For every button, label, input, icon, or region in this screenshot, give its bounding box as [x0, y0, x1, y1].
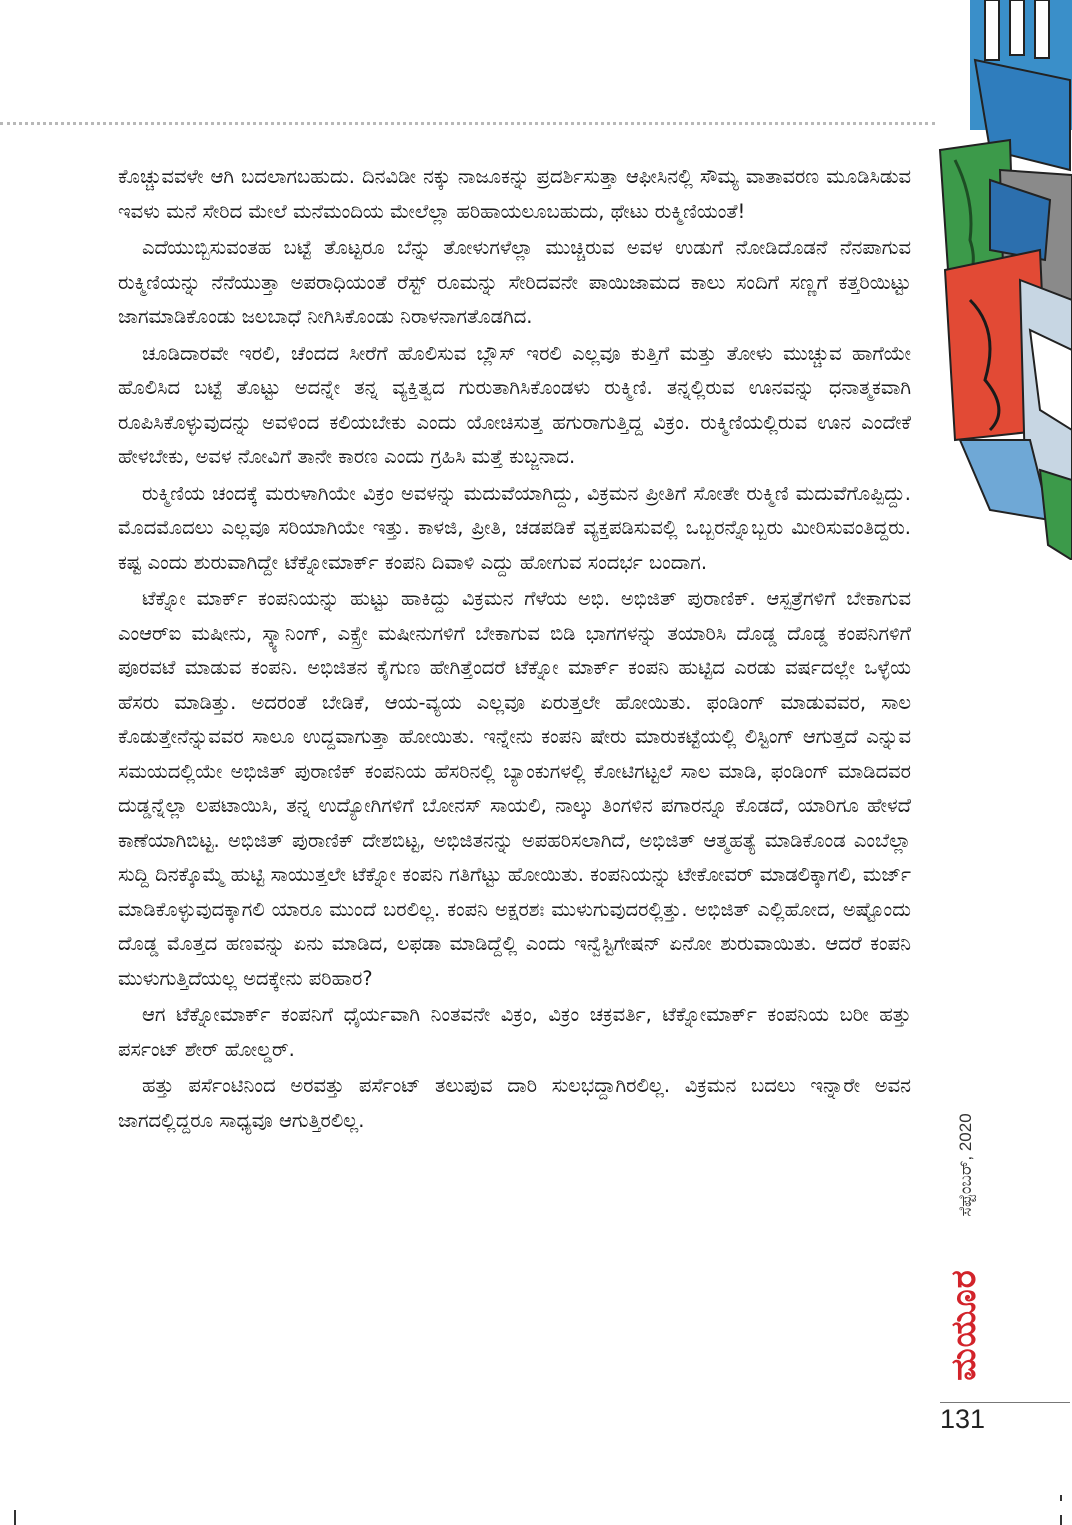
article-paragraph: ಹತ್ತು ಪರ್ಸೆಂಟಿನಿಂದ ಅರವತ್ತು ಪರ್ಸೆಂಟ್ ತಲುಪುವ ದಾರಿ ಸುಲಭದ್ದಾಗಿರಲಿಲ್ಲ. ವಿಕ್ರಮನ ಬದಲು ಇನ್ನಾರೇ ಅವನ ಜಾಗದಲ್ಲಿದ್ದರೂ ಸಾಧ್ಯವೂ ಆಗುತ್ತಿರಲಿಲ್ಲ.: [118, 1074, 911, 1132]
article-paragraph: ಟೆಕ್ನೋ ಮಾರ್ಕ್ ಕಂಪನಿಯನ್ನು ಹುಟ್ಟು ಹಾಕಿದ್ದು ವಿಕ್ರಮನ ಗೆಳೆಯ ಅಭಿ. ಅಭಿಜಿತ್ ಪುರಾಣಿಕ್. ಆಸ್ಪತ್ರೆಗಳಿಗೆ ಬೇಕಾಗುವ ಎಂಆರ್‌ಐ ಮಷೀನು, ಸ್ಕ್ಯಾನಿಂಗ್, ಎಕ್ಸ್ರೇ ಮಷೀನುಗಳಿಗೆ ಬೇಕಾಗುವ ಬಿಡಿ ಭಾಗಗಳನ್ನು ತಯಾರಿಸಿ ದೊಡ್ಡ ದೊಡ್ಡ ಕಂಪನಿಗಳಿಗೆ ಪೂರವಟೆ ಮಾಡುವ ಕಂಪನಿ. ಅಭಿಜಿತನ ಕೈಗುಣ ಹೇಗಿತ್ತೆಂದರೆ ಟೆಕ್ನೋ ಮಾರ್ಕ್ ಕಂಪನಿ ಹುಟ್ಟಿದ ಎರಡು ವರ್ಷದಲ್ಲೇ ಒಳ್ಳೆಯ ಹೆಸರು ಮಾಡಿತ್ತು. ಅದರಂತೆ ಬೇಡಿಕೆ, ಆಯ-ವ್ಯಯ ಎಲ್ಲವೂ ಏರುತ್ತಲೇ ಹೋಯಿತು. ಫಂಡಿಂಗ್ ಮಾಡುವವರ, ಸಾಲ ಕೊಡುತ್ತೇನೆನ್ನುವವರ ಸಾಲೂ ಉದ್ದವಾಗುತ್ತಾ ಹೋಯಿತು. ಇನ್ನೇನು ಕಂಪನಿ ಷೇರು ಮಾರುಕಟ್ಟೆಯಲ್ಲಿ ಲಿಸ್ಟಿಂಗ್ ಆಗುತ್ತದೆ ಎನ್ನುವ ಸಮಯದಲ್ಲಿಯೇ ಅಭಿಜಿತ್ ಪುರಾಣಿಕ್ ಕಂಪನಿಯ ಹೆಸರಿನಲ್ಲಿ ಬ್ಯಾಂಕುಗಳಲ್ಲಿ ಕೋಟಿಗಟ್ಟಲೆ ಸಾಲ ಮಾಡಿ, ಫಂಡಿಂಗ್ ಮಾಡಿದವರ ದುಡ್ಡನ್ನೆಲ್ಲಾ ಲಪಟಾಯಿಸಿ, ತನ್ನ ಉದ್ಯೋಗಿಗಳಿಗೆ ಬೋನಸ್ ಸಾಯಲಿ, ನಾಲ್ಕು ತಿಂಗಳಿನ ಪಗಾರನ್ನೂ ಕೊಡದೆ, ಯಾರಿಗೂ ಹೇಳದೆ ಕಾಣೆಯಾಗಿಬಿಟ್ಟ. ಅಭಿಜಿತ್ ಪುರಾಣಿಕ್ ದೇಶಬಿಟ್ಟ, ಅಭಿಜಿತನನ್ನು ಅಪಹರಿಸಲಾಗಿದೆ, ಅಭಿಜಿತ್ ಆತ್ಮಹತ್ಯೆ ಮಾಡಿಕೊಂಡ ಎಂಬೆಲ್ಲಾ ಸುದ್ದಿ ದಿನಕ್ಕೊಮ್ಮೆ ಹುಟ್ಟಿ ಸಾಯುತ್ತಲೇ ಟೆಕ್ನೋ ಕಂಪನಿ ಗತಿಗೆಟ್ಟು ಹೋಯಿತು. ಕಂಪನಿಯನ್ನು ಟೇಕೋವರ್ ಮಾಡಲಿಕ್ಕಾಗಲಿ, ಮರ್ಜ್ ಮಾಡಿಕೊಳ್ಳುವುದಕ್ಕಾಗಲಿ ಯಾರೂ ಮುಂದೆ ಬರಲಿಲ್ಲ. ಕಂಪನಿ ಅಕ್ಷರಶಃ ಮುಳುಗುವುದರಲ್ಲಿತ್ತು. ಅಭಿಜಿತ್ ಎಲ್ಲಿಹೋದ, ಅಷ್ಟೊಂದು ದೊಡ್ಡ ಮೊತ್ತದ ಹಣವನ್ನು ಏನು ಮಾಡಿದ, ಲಫಡಾ ಮಾಡಿದ್ದೆಲ್ಲಿ ಎಂದು ಇನ್ವೆಸ್ಟಿಗೇಷನ್ ಏನೋ ಶುರುವಾಯಿತು. ಆದರೆ ಕಂಪನಿ ಮುಳುಗುತ್ತಿದೆಯಲ್ಲ ಅದಕ್ಕೇನು ಪರಿಹಾರ?: [118, 587, 911, 990]
crop-mark: [1060, 1495, 1062, 1501]
decorative-illustration: [930, 0, 1072, 560]
magazine-logo-text: ಮಯೂರ: [944, 1269, 984, 1381]
header-dotted-rule: [0, 122, 935, 125]
article-body: [118, 160, 911, 1140]
magazine-logo: [942, 1255, 986, 1395]
footer-rule: [940, 1402, 1070, 1403]
article-paragraph: ಚೂಡಿದಾರವೇ ಇರಲಿ, ಚೆಂದದ ಸೀರೆಗೆ ಹೊಲಿಸುವ ಬ್ಲೌಸ್ ಇರಲಿ ಎಲ್ಲವೂ ಕುತ್ತಿಗೆ ಮತ್ತು ತೋಳು ಮುಚ್ಚುವ ಹಾಗೆಯೇ ಹೊಲಿಸಿದ ಬಟ್ಟೆ ತೊಟ್ಟು ಅದನ್ನೇ ತನ್ನ ವ್ಯಕ್ತಿತ್ವದ ಗುರುತಾಗಿಸಿಕೊಂಡಳು ರುಕ್ಮಿಣಿ. ತನ್ನಲ್ಲಿರುವ ಊನವನ್ನು ಧನಾತ್ಮಕವಾಗಿ ರೂಪಿಸಿಕೊಳ್ಳುವುದನ್ನು ಅವಳಿಂದ ಕಲಿಯಬೇಕು ಎಂದು ಯೋಚಿಸುತ್ತ ಹಗುರಾಗುತ್ತಿದ್ದ ವಿಕ್ರಂ. ರುಕ್ಮಿಣಿಯಲ್ಲಿರುವ ಊನ ಎಂದೇಕೆ ಹೇಳಬೇಕು, ಅವಳ ನೋವಿಗೆ ತಾನೇ ಕಾರಣ ಎಂದು ಗ್ರಹಿಸಿ ಮತ್ತೆ ಕುಬ್ಜನಾದ.: [118, 341, 911, 468]
article-paragraph: ಕೊಚ್ಚುವವಳೇ ಆಗಿ ಬದಲಾಗಬಹುದು. ದಿನವಿಡೀ ನಕ್ಕು ನಾಜೂಕನ್ನು ಪ್ರದರ್ಶಿಸುತ್ತಾ ಆಫೀಸಿನಲ್ಲಿ ಸೌಮ್ಯ ವಾತಾವರಣ ಮೂಡಿಸಿಡುವ ಇವಳು ಮನೆ ಸೇರಿದ ಮೇಲೆ ಮನೆಮಂದಿಯ ಮೇಲೆಲ್ಲಾ ಹರಿಹಾಯಲೂಬಹುದು, ಥೇಟು ರುಕ್ಮಿಣಿಯಂತೆ!: [118, 165, 911, 223]
issue-date-text: ಸೆಪ್ಟೆಂಬರ್, 2020: [956, 1113, 975, 1217]
page-number: 131: [940, 1404, 986, 1434]
crop-mark: [14, 1510, 16, 1525]
article-paragraph: ರುಕ್ಮಿಣಿಯ ಚಂದಕ್ಕೆ ಮರುಳಾಗಿಯೇ ವಿಕ್ರಂ ಅವಳನ್ನು ಮದುವೆಯಾಗಿದ್ದು, ವಿಕ್ರಮನ ಪ್ರೀತಿಗೆ ಸೋತೇ ರುಕ್ಮಿಣಿ ಮದುವೆಗೊಪ್ಪಿದ್ದು. ಮೊದಮೊದಲು ಎಲ್ಲವೂ ಸರಿಯಾಗಿಯೇ ಇತ್ತು. ಕಾಳಜಿ, ಪ್ರೀತಿ, ಚಡಪಡಿಕೆ ವ್ಯಕ್ತಪಡಿಸುವಲ್ಲಿ ಒಬ್ಬರನ್ನೊಬ್ಬರು ಮೀರಿಸುವಂತಿದ್ದರು. ಕಷ್ಟ ಎಂದು ಶುರುವಾಗಿದ್ದೇ ಟೆಕ್ನೋಮಾರ್ಕ್ ಕಂಪನಿ ದಿವಾಳಿ ಎದ್ದು ಹೋಗುವ ಸಂದರ್ಭ ಬಂದಾಗ.: [118, 481, 911, 574]
article-paragraph: ಎದೆಯುಬ್ಬಿಸುವಂತಹ ಬಟ್ಟೆ ತೊಟ್ಟರೂ ಬೆನ್ನು ತೋಳುಗಳೆಲ್ಲಾ ಮುಚ್ಚಿರುವ ಅವಳ ಉಡುಗೆ ನೋಡಿದೊಡನೆ ನೆನಪಾಗುವ ರುಕ್ಮಿಣಿಯನ್ನು ನೆನೆಯುತ್ತಾ ಅಪರಾಧಿಯಂತೆ ರೆಸ್ಟ್ ರೂಮನ್ನು ಸೇರಿದವನೇ ಪಾಯಿಜಾಮದ ಕಾಲು ಸಂದಿಗೆ ಸಣ್ಣಗೆ ಕತ್ತರಿಯಿಟ್ಟು ಜಾಗಮಾಡಿಕೊಂಡು ಜಲಬಾಧೆ ನೀಗಿಸಿಕೊಂಡು ನಿರಾಳನಾಗತೊಡಗಿದ.: [118, 236, 911, 328]
article-paragraph: ಆಗ ಟೆಕ್ನೋಮಾರ್ಕ್ ಕಂಪನಿಗೆ ಧೈರ್ಯವಾಗಿ ನಿಂತವನೇ ವಿಕ್ರಂ, ವಿಕ್ರಂ ಚಕ್ರವರ್ತಿ, ಟೆಕ್ನೋಮಾರ್ಕ್ ಕಂಪನಿಯ ಬರೀ ಹತ್ತು ಪರ್ಸಂಟ್ ಶೇರ್ ಹೋಲ್ಡರ್.: [118, 1003, 911, 1061]
crop-mark: [1060, 1515, 1062, 1525]
issue-date: [955, 1090, 977, 1240]
